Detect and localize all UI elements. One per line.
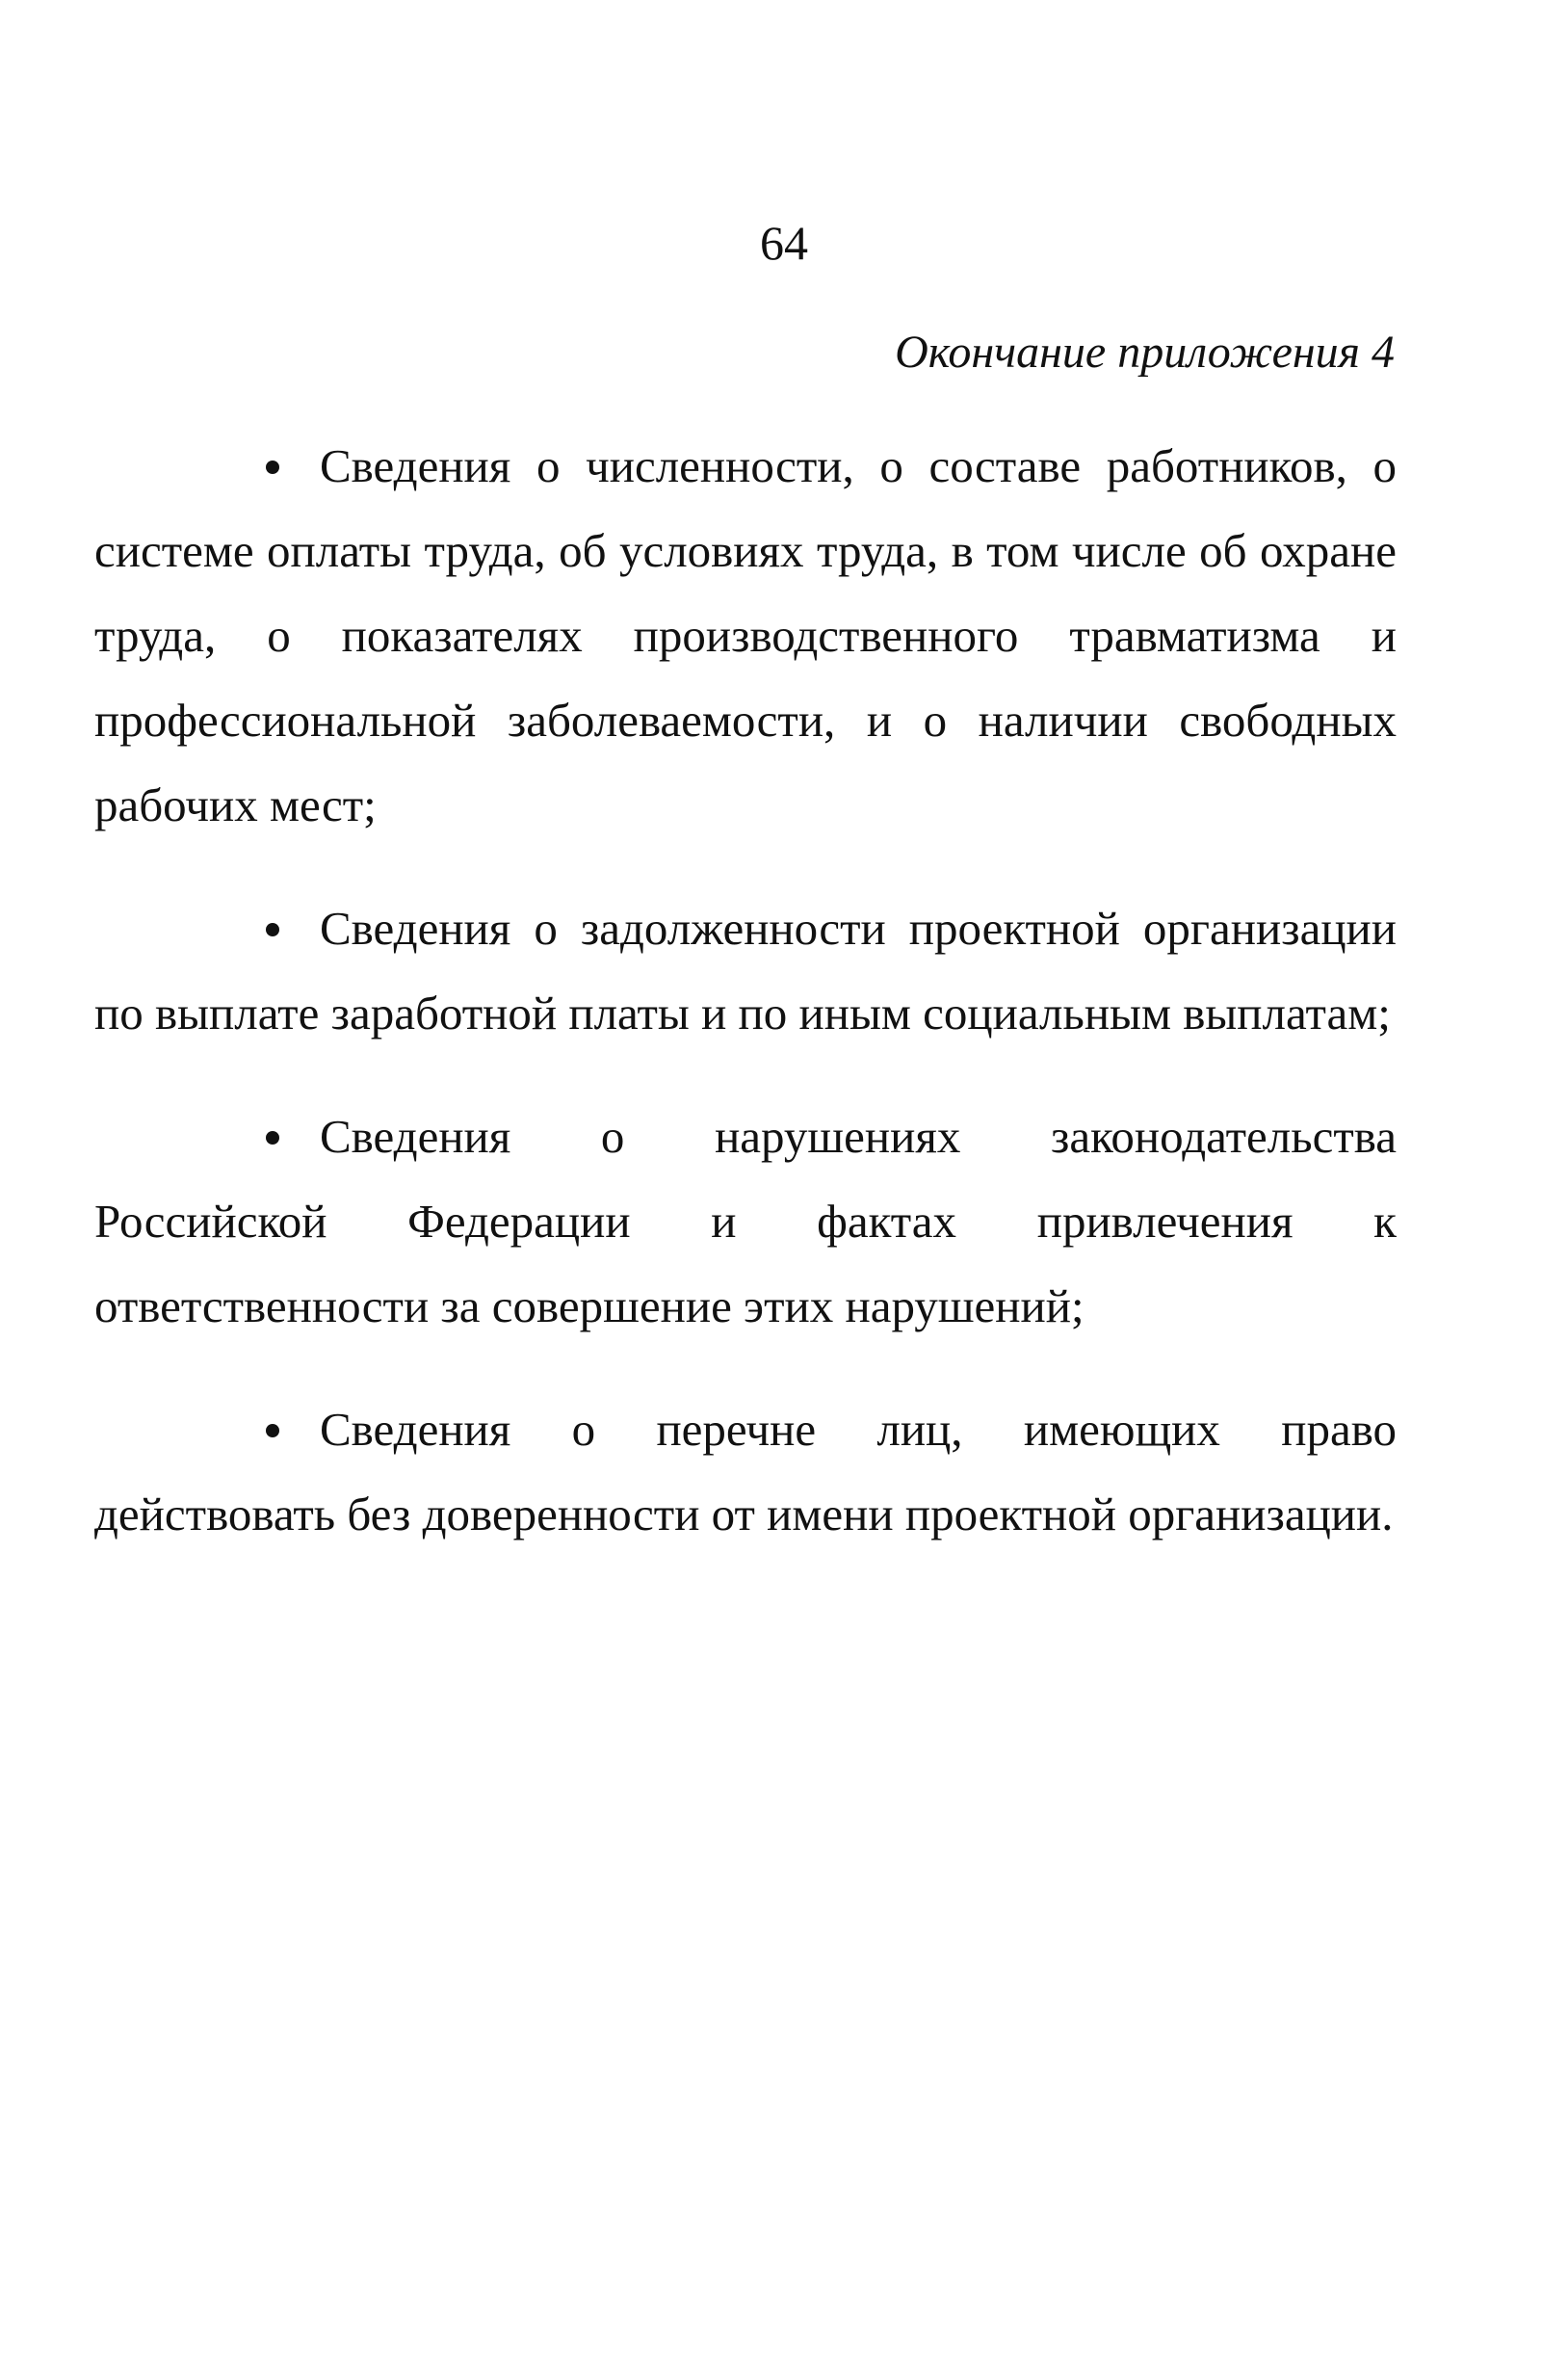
list-item — [94, 1094, 1397, 1349]
list-item-text: Сведения о нарушениях законодательства Российской Федерации и фактах привлечения к ответственности за совершение этих нарушений; — [94, 1110, 1397, 1332]
list-item — [94, 424, 1397, 848]
bullet-icon — [266, 461, 279, 474]
page-number: 64 — [760, 216, 808, 270]
appendix-note: Окончание приложения 4 — [895, 327, 1395, 378]
list-item — [94, 1387, 1397, 1557]
bullet-icon — [266, 923, 279, 936]
list-item-text: Сведения о перечне лиц, имеющих право действовать без доверенности от имени проектной организации. — [94, 1403, 1397, 1540]
bullet-icon — [266, 1424, 279, 1437]
bullet-icon — [266, 1131, 279, 1145]
list-item — [94, 886, 1397, 1056]
list-item-text: Сведения о численности, о составе работников, о системе оплаты труда, об условиях труда, в том числе об охране труда, о показателях производственного травматизма и профессиональной заболеваемости, и о наличии свободных рабочих мест; — [94, 439, 1397, 831]
bullet-list — [94, 424, 1397, 1595]
list-item-text: Сведения о задолженности проектной организации по выплате заработной платы и по иным социальным выплатам; — [94, 902, 1397, 1040]
